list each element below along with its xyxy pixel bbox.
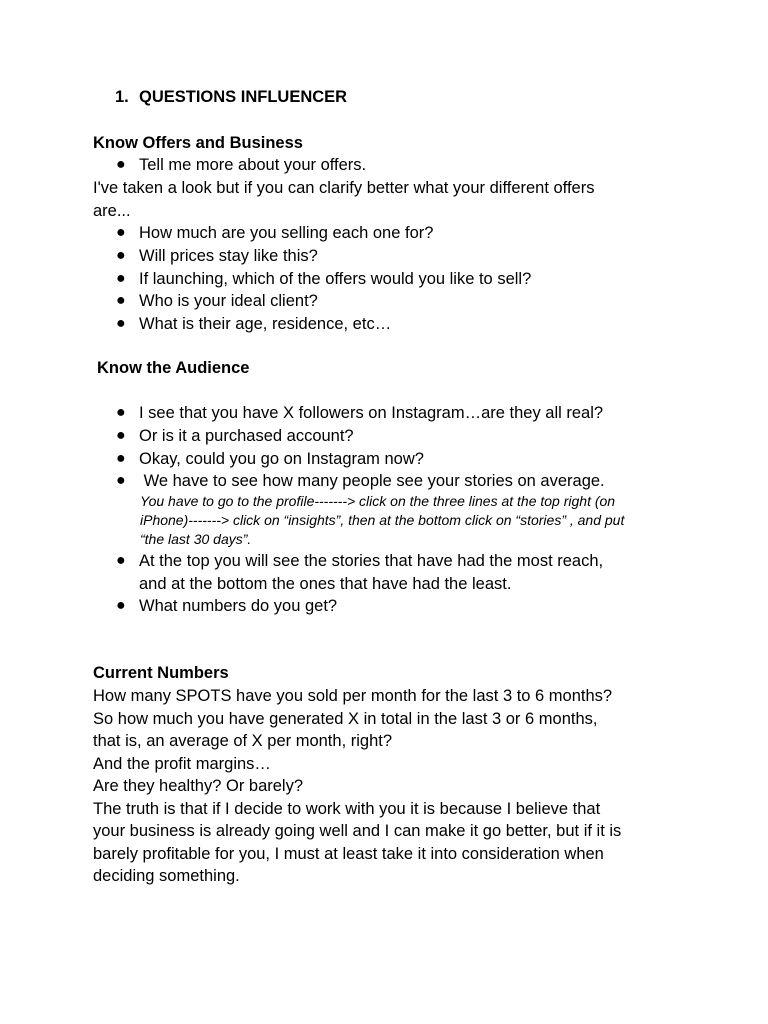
numbers-line: The truth is that if I decide to work with you it is because I believe that: [93, 800, 601, 818]
numbers-line: How many SPOTS have you sold per month for the last 3 to 6 months?: [93, 687, 613, 705]
bullet-icon: ●: [116, 292, 126, 309]
numbers-line: And the profit margins…: [93, 755, 271, 773]
bullet-icon: ●: [116, 427, 126, 444]
audience-bullet: I see that you have X followers on Instagram…are they all real?: [139, 404, 604, 422]
section-title-numbers: Current Numbers: [93, 664, 229, 682]
offers-bullet: Who is your ideal client?: [139, 292, 318, 310]
heading-title: QUESTIONS INFLUENCER: [139, 88, 348, 106]
bullet-icon: ●: [116, 270, 126, 287]
audience-bullet: We have to see how many people see your stories on average.: [139, 472, 605, 490]
offers-paragraph-line-2: are...: [93, 202, 131, 220]
numbers-line: deciding something.: [93, 867, 240, 885]
numbers-line: your business is already going well and I can make it go better, but if it is: [93, 822, 622, 840]
audience-bullet-line-2: and at the bottom the ones that have had the least.: [139, 575, 512, 593]
numbers-line: barely profitable for you, I must at least take it into consideration when: [93, 845, 604, 863]
numbers-line: So how much you have generated X in total in the last 3 or 6 months,: [93, 710, 598, 728]
bullet-icon: ●: [116, 224, 126, 241]
bullet-icon: ●: [116, 315, 126, 332]
numbers-line: that is, an average of X per month, right?: [93, 732, 393, 750]
audience-bullet: What numbers do you get?: [139, 597, 338, 615]
bullet-icon: ●: [116, 404, 126, 421]
offers-bullet: Will prices stay like this?: [139, 247, 318, 265]
offers-bullet: If launching, which of the offers would you like to sell?: [139, 270, 532, 288]
bullet-icon: ●: [116, 552, 126, 569]
bullet-icon: ●: [116, 597, 126, 614]
offers-paragraph-line-1: I've taken a look but if you can clarify better what your different offers: [93, 179, 595, 197]
bullet-icon: ●: [116, 156, 126, 173]
section-title-offers: Know Offers and Business: [93, 134, 303, 152]
instructions-note-line-2: iPhone)-------> click on “insights”, then at the bottom click on “stories” , and put: [140, 512, 625, 528]
instructions-note-line-1: You have to go to the profile-------> click on the three lines at the top right (on: [140, 493, 616, 509]
audience-bullet-line-1: At the top you will see the stories that have had the most reach,: [139, 552, 604, 570]
section-title-audience: Know the Audience: [97, 359, 250, 377]
audience-bullet: Okay, could you go on Instagram now?: [139, 450, 424, 468]
bullet-icon: ●: [116, 450, 126, 467]
offers-bullet: How much are you selling each one for?: [139, 224, 434, 242]
offers-bullet: What is their age, residence, etc…: [139, 315, 392, 333]
instructions-note-line-3: “the last 30 days”.: [140, 531, 252, 547]
bullet-icon: ●: [116, 472, 126, 489]
offers-first-bullet: Tell me more about your offers.: [139, 156, 367, 174]
bullet-icon: ●: [116, 247, 126, 264]
numbers-line: Are they healthy? Or barely?: [93, 777, 304, 795]
audience-bullet: Or is it a purchased account?: [139, 427, 354, 445]
heading-number: 1.: [115, 88, 129, 106]
